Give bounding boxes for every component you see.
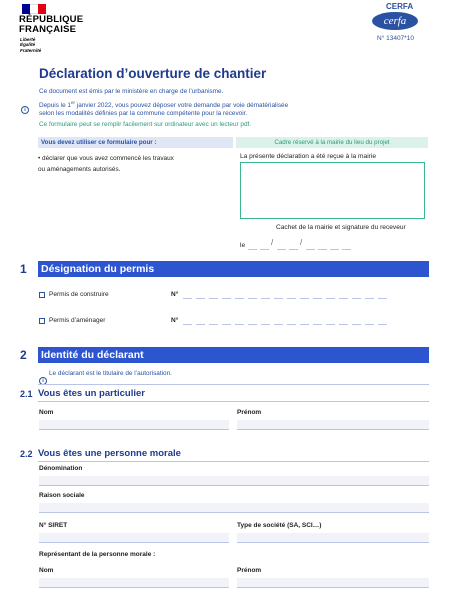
raison-sociale-label: Raison sociale (39, 492, 85, 499)
stamp-label: Cachet de la mairie et signature du receveur (276, 224, 406, 231)
raison-sociale-field[interactable] (39, 503, 429, 513)
bullet-icon: • (38, 155, 41, 162)
cerfa-label: CERFA (386, 2, 414, 11)
section-2-title: Identité du déclarant (38, 347, 429, 363)
permis-amenager-num-label: N° (171, 317, 179, 324)
republic-line2: FRANÇAISE (19, 24, 77, 35)
permit-number-digit[interactable] (287, 324, 296, 325)
declarant-info: Le déclarant est le titulaire de l’autorisation. (49, 370, 172, 377)
intro-line-3: selon les modalités définies par la commune compétente pour la recevoir. (39, 110, 248, 117)
permis-construire-number-field[interactable] (183, 298, 393, 300)
date-year-1[interactable] (306, 249, 315, 250)
representant-nom-label: Nom (39, 567, 54, 574)
subsection-2-1-rule (38, 401, 429, 402)
permit-number-digit[interactable] (261, 324, 270, 325)
permit-number-digit[interactable] (274, 324, 283, 325)
info-icon-intro (21, 98, 29, 116)
permit-number-digit[interactable] (378, 298, 387, 299)
permit-number-digit[interactable] (300, 298, 309, 299)
flag-blue (22, 4, 30, 14)
mairie-stamp-box[interactable] (240, 162, 425, 219)
type-societe-field[interactable] (237, 533, 429, 543)
permis-amenager-checkbox[interactable] (39, 318, 45, 324)
info-icon: i (21, 106, 29, 114)
permit-number-digit[interactable] (287, 298, 296, 299)
cerfa-number: N° 13407*10 (377, 35, 414, 42)
permit-number-digit[interactable] (365, 324, 374, 325)
permit-number-digit[interactable] (248, 298, 257, 299)
permit-number-digit[interactable] (352, 324, 361, 325)
subsection-2-2-title: Vous êtes une personne morale (38, 448, 181, 459)
mairie-reserved-header: Cadre réservé à la mairie du lieu du projet (236, 137, 428, 148)
permit-number-digit[interactable] (365, 298, 374, 299)
intro-line2-post: janvier 2022, vous pouvez déposer votre demande par voie dématérialisée (75, 102, 289, 110)
particulier-nom-field[interactable] (39, 420, 229, 430)
date-slash-1: / (271, 238, 274, 247)
subsection-2-1-title: Vous êtes un particulier (38, 388, 145, 399)
siret-field[interactable] (39, 533, 229, 543)
permit-number-digit[interactable] (339, 324, 348, 325)
permit-number-digit[interactable] (313, 298, 322, 299)
particulier-prenom-field[interactable] (237, 420, 429, 430)
permit-number-digit[interactable] (326, 298, 335, 299)
usage-line-1-text: déclarer que vous avez commencé les travaux (42, 155, 174, 162)
representant-label: Représentant de la personne morale : (39, 551, 156, 558)
denomination-field[interactable] (39, 476, 429, 486)
representant-prenom-field[interactable] (237, 578, 429, 588)
date-month-1[interactable] (277, 249, 286, 250)
particulier-prenom-label: Prénom (237, 409, 262, 416)
flag-white (30, 4, 38, 14)
permit-number-digit[interactable] (196, 324, 205, 325)
intro-line2-pre: Depuis le 1 (39, 102, 71, 110)
siret-label: N° SIRET (39, 522, 68, 529)
section-1-number: 1 (20, 262, 27, 276)
permit-number-digit[interactable] (222, 324, 231, 325)
republic-logo-text (19, 15, 83, 35)
date-month-2[interactable] (289, 249, 298, 250)
permit-number-digit[interactable] (183, 324, 192, 325)
date-day-1[interactable] (248, 249, 257, 250)
motto (20, 37, 41, 53)
permis-construire-label: Permis de construire (49, 291, 109, 298)
permit-number-digit[interactable] (339, 298, 348, 299)
received-text: La présente déclaration a été reçue à la mairie (240, 153, 376, 160)
date-year-4[interactable] (342, 249, 351, 250)
usage-line-1 (38, 153, 233, 164)
permit-number-digit[interactable] (183, 298, 192, 299)
usage-header: Vous devez utiliser ce formulaire pour : (38, 137, 233, 148)
permit-number-digit[interactable] (326, 324, 335, 325)
permis-amenager-label: Permis d’aménager (49, 317, 106, 324)
representant-prenom-label: Prénom (237, 567, 262, 574)
permit-number-digit[interactable] (209, 324, 218, 325)
type-societe-label: Type de société (SA, SCI…) (237, 522, 322, 529)
flag-red (38, 4, 46, 14)
permit-number-digit[interactable] (222, 298, 231, 299)
permit-number-digit[interactable] (378, 324, 387, 325)
permit-number-digit[interactable] (196, 298, 205, 299)
cerfa-logo: cerfa (372, 12, 418, 30)
intro-line-4: Ce formulaire peut se remplir facilement sur ordinateur avec un lecteur pdf. (39, 121, 252, 128)
permit-number-digit[interactable] (261, 298, 270, 299)
usage-description (38, 153, 233, 175)
intro-line2-sup: er (70, 100, 75, 105)
representant-nom-field[interactable] (39, 578, 229, 588)
info-icon: i (39, 377, 47, 385)
permit-number-digit[interactable] (235, 298, 244, 299)
permis-construire-checkbox[interactable] (39, 292, 45, 298)
permit-number-digit[interactable] (300, 324, 309, 325)
permit-number-digit[interactable] (209, 298, 218, 299)
subsection-2-2-number: 2.2 (20, 449, 33, 459)
french-flag (22, 4, 46, 14)
permit-number-digit[interactable] (248, 324, 257, 325)
date-day-2[interactable] (260, 249, 269, 250)
date-prefix: le (240, 242, 246, 249)
date-year-3[interactable] (330, 249, 339, 250)
motto-fraternite: Fraternité (20, 47, 42, 53)
republic-line1: RÉPUBLIQUE (19, 14, 84, 25)
date-slash-2: / (300, 238, 303, 247)
particulier-nom-label: Nom (39, 409, 54, 416)
permit-number-digit[interactable] (235, 324, 244, 325)
page-title: Déclaration d’ouverture de chantier (39, 66, 267, 81)
permis-construire-num-label: N° (171, 291, 179, 298)
denomination-label: Dénomination (39, 465, 83, 472)
subsection-2-1-number: 2.1 (20, 389, 33, 399)
permit-number-digit[interactable] (274, 298, 283, 299)
date-year-2[interactable] (318, 249, 327, 250)
usage-line-2: ou aménagements autorisés. (38, 166, 121, 173)
permit-number-digit[interactable] (352, 298, 361, 299)
motto-liberte: Liberté (20, 37, 36, 42)
section-2-rule (38, 384, 429, 385)
motto-egalite: Égalité (20, 42, 36, 48)
permis-amenager-number-field[interactable] (183, 324, 393, 326)
section-2-number: 2 (20, 348, 27, 362)
intro-line-1: Ce document est émis par le ministère en charge de l’urbanisme. (39, 88, 224, 95)
permit-number-digit[interactable] (313, 324, 322, 325)
subsection-2-2-rule (38, 461, 429, 462)
section-1-title: Désignation du permis (38, 261, 429, 277)
